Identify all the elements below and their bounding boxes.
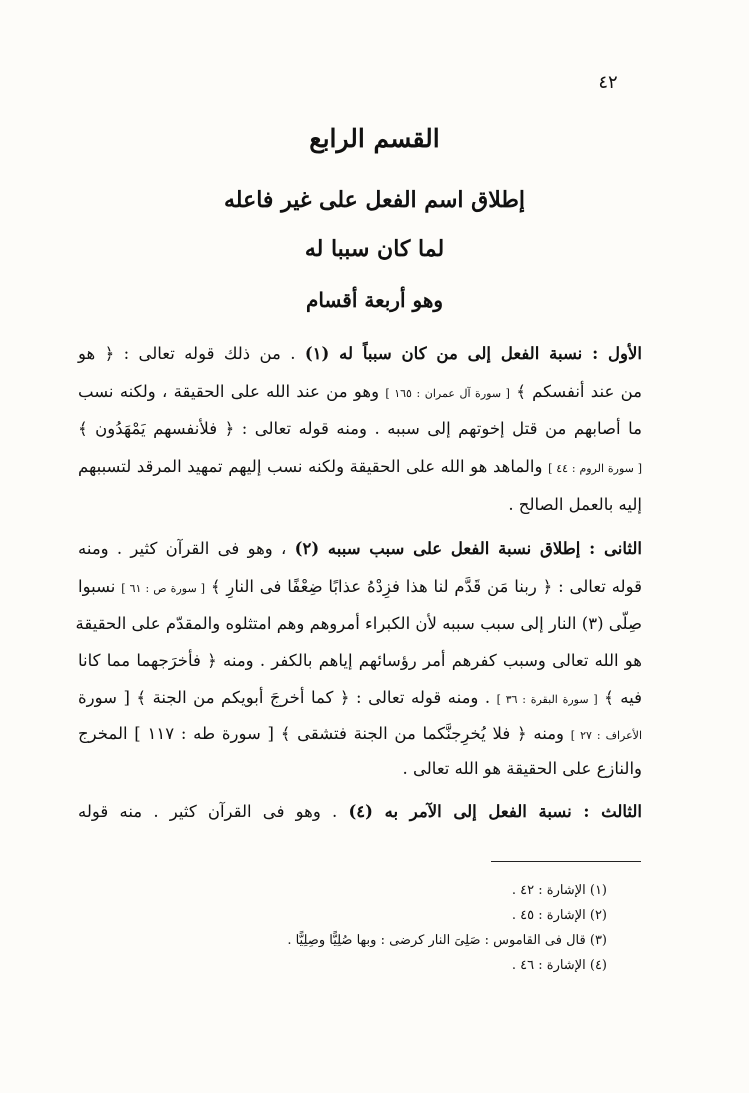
line-text: والماهد هو الله على الحقيقة ولكنه نسب إليهم تمهيد المرقد لتسببهم [78,457,549,476]
page-number: ٤٢ [598,72,618,93]
chapter-title-line2: لما كان سببا له [304,236,445,262]
line-text: إليه بالعمل الصالح . [508,495,642,514]
line-text: . من ذلك قوله تعالى : ﴿ هو [78,344,305,363]
body-line [78,417,642,441]
body-line [78,380,642,406]
line-text: صِلّى (٣) النار إلى سبب سببه لأن الكبراء أمروهم وهم امتثلوه والمقدّم على الحقيقة [75,614,642,633]
body-line [78,537,642,561]
paragraph-lead: الثالث : نسبة الفعل إلى الآمر به (٤) [348,802,642,821]
line-text: قوله تعالى : ﴿ ربنا مَن قَدَّم لنا هذا فزِدْهُ عذابًا ضِعْفًا فى النارِ ﴾ [205,577,642,596]
body-line [78,800,642,824]
body-line [78,686,642,712]
body-line [78,722,642,748]
quran-reference: [ سورة الروم : ٤٤ ] [548,462,642,475]
body-line [78,342,642,366]
line-text: . وهو فى القرآن كثير . منه قوله [78,802,349,821]
footnote: (١) الإشارة : ٤٢ . [511,883,607,898]
footnote: (٤) الإشارة : ٤٦ . [511,958,607,973]
body-line [78,757,642,781]
line-text: فيه ﴾ [597,688,643,707]
body-line [75,612,642,636]
footnotes [287,878,607,978]
line-text: من عند أنفسكم ﴾ [509,382,642,401]
line-text: ، وهو فى القرآن كثير . ومنه [78,539,295,558]
chapter-subtitle: وهو أربعة أقسام [305,288,444,312]
body-line [78,493,642,517]
line-text: . ومنه قوله تعالى : ﴿ كما أخرجَ أبويكم من الجنة ﴾ [ سورة [78,688,497,707]
footnote-separator [491,861,641,862]
chapter-title-line1: إطلاق اسم الفعل على غير فاعله [224,187,525,213]
quran-reference: [ سورة آل عمران : ١٦٥ ] [385,387,510,400]
line-text: وهو من عند الله على الحقيقة ، ولكنه نسب [78,382,386,401]
footnote: (٣) قال فى القاموس : صَلِىَ النار كرضى : وبها صُلِيًّا وصِلِيًّا . [287,933,607,948]
line-text: والنازع على الحقيقة هو الله تعالى . [402,759,642,778]
body-line [78,575,642,601]
line-text: نسبوا [78,577,122,596]
body-line [78,649,642,673]
paragraph-lead: الثانى : إطلاق نسبة الفعل على سبب سببه (٢) [294,539,642,558]
quran-reference: الأعراف : ٢٧ ] [570,729,643,742]
line-text: ما أصابهم من قتل إخوتهم إلى سببه . ومنه قوله تعالى : ﴿ فلأنفسهم يَمْهَدُون ﴾ [78,419,642,438]
paragraph-lead: الأول : نسبة الفعل إلى من كان سبباً له (١) [304,344,643,363]
line-text: ومنه ﴿ فلا يُخرِجنَّكما من الجنة فتشقى ﴾ [ سورة طه : ١١٧ ] المخرج [78,724,571,743]
section-heading: القسم الرابع [309,124,440,153]
quran-reference: [ سورة البقرة : ٣٦ ] [496,693,598,706]
line-text: هو الله تعالى وسبب كفرهم أمر رؤسائهم إياهم بالكفر . ومنه ﴿ فأخرَجهما مما كانا [78,651,642,670]
body-line [78,455,642,481]
quran-reference: [ سورة ص : ٦١ ] [121,582,206,595]
footnote: (٢) الإشارة : ٤٥ . [511,908,607,923]
